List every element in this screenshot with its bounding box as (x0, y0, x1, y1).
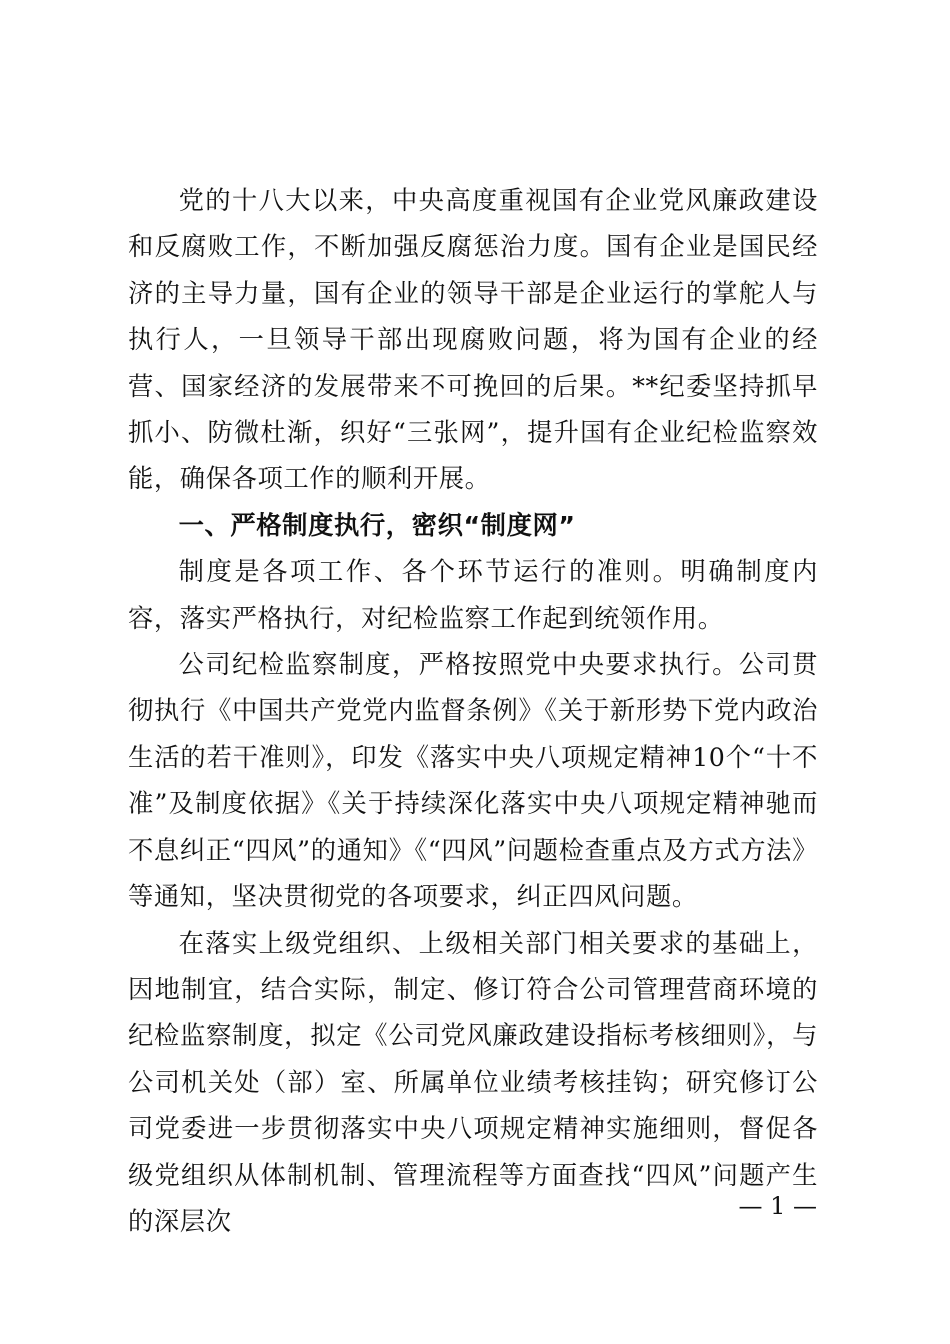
section-1-paragraph-3: 在落实上级党组织、上级相关部门相关要求的基础上，因地制宜，结合实际，制定、修订符合公司管理营商环境的纪检监察制度，拟定《公司党风廉政建设指标考核细则》，与公司机关处（部）室、所属单位业绩考核挂钩；研究修订公司党委进一步贯彻落实中央八项规定精神实施细则，督促各级党组织从体制机制、管理流程等方面查找“四风”问题产生的深层次 (128, 928, 818, 1236)
section-1-paragraph-2: 公司纪检监察制度，严格按照党中央要求执行。公司贯彻执行《中国共产党党内监督条例》《关于新形势下党内政治生活的若干准则》，印发《落实中央八项规定精神10个“十不准”及制度依据》《关于持续深化落实中央八项规定精神驰而不息纠正“四风”的通知》《“四风”问题检查重点及方式方法》等通知，坚决贯彻党的各项要求，纠正四风问题。 (128, 650, 818, 912)
section-1-paragraph-1: 制度是各项工作、各个环节运行的准则。明确制度内容，落实严格执行，对纪检监察工作起到统领作用。 (128, 557, 818, 633)
page-number: — 1 — (738, 1192, 817, 1220)
document-body (128, 178, 818, 1245)
section-heading-1: 一、严格制度执行，密织“制度网” (178, 510, 576, 540)
intro-paragraph: 党的十八大以来，中央高度重视国有企业党风廉政建设和反腐败工作，不断加强反腐惩治力度。国有企业是国民经济的主导力量，国有企业的领导干部是企业运行的掌舵人与执行人，一旦领导干部出现腐败问题，将为国有企业的经营、国家经济的发展带来不可挽回的后果。**纪委坚持抓早抓小、防微杜渐，织好“三张网”，提升国有企业纪检监察效能，确保各项工作的顺利开展。 (128, 186, 818, 494)
